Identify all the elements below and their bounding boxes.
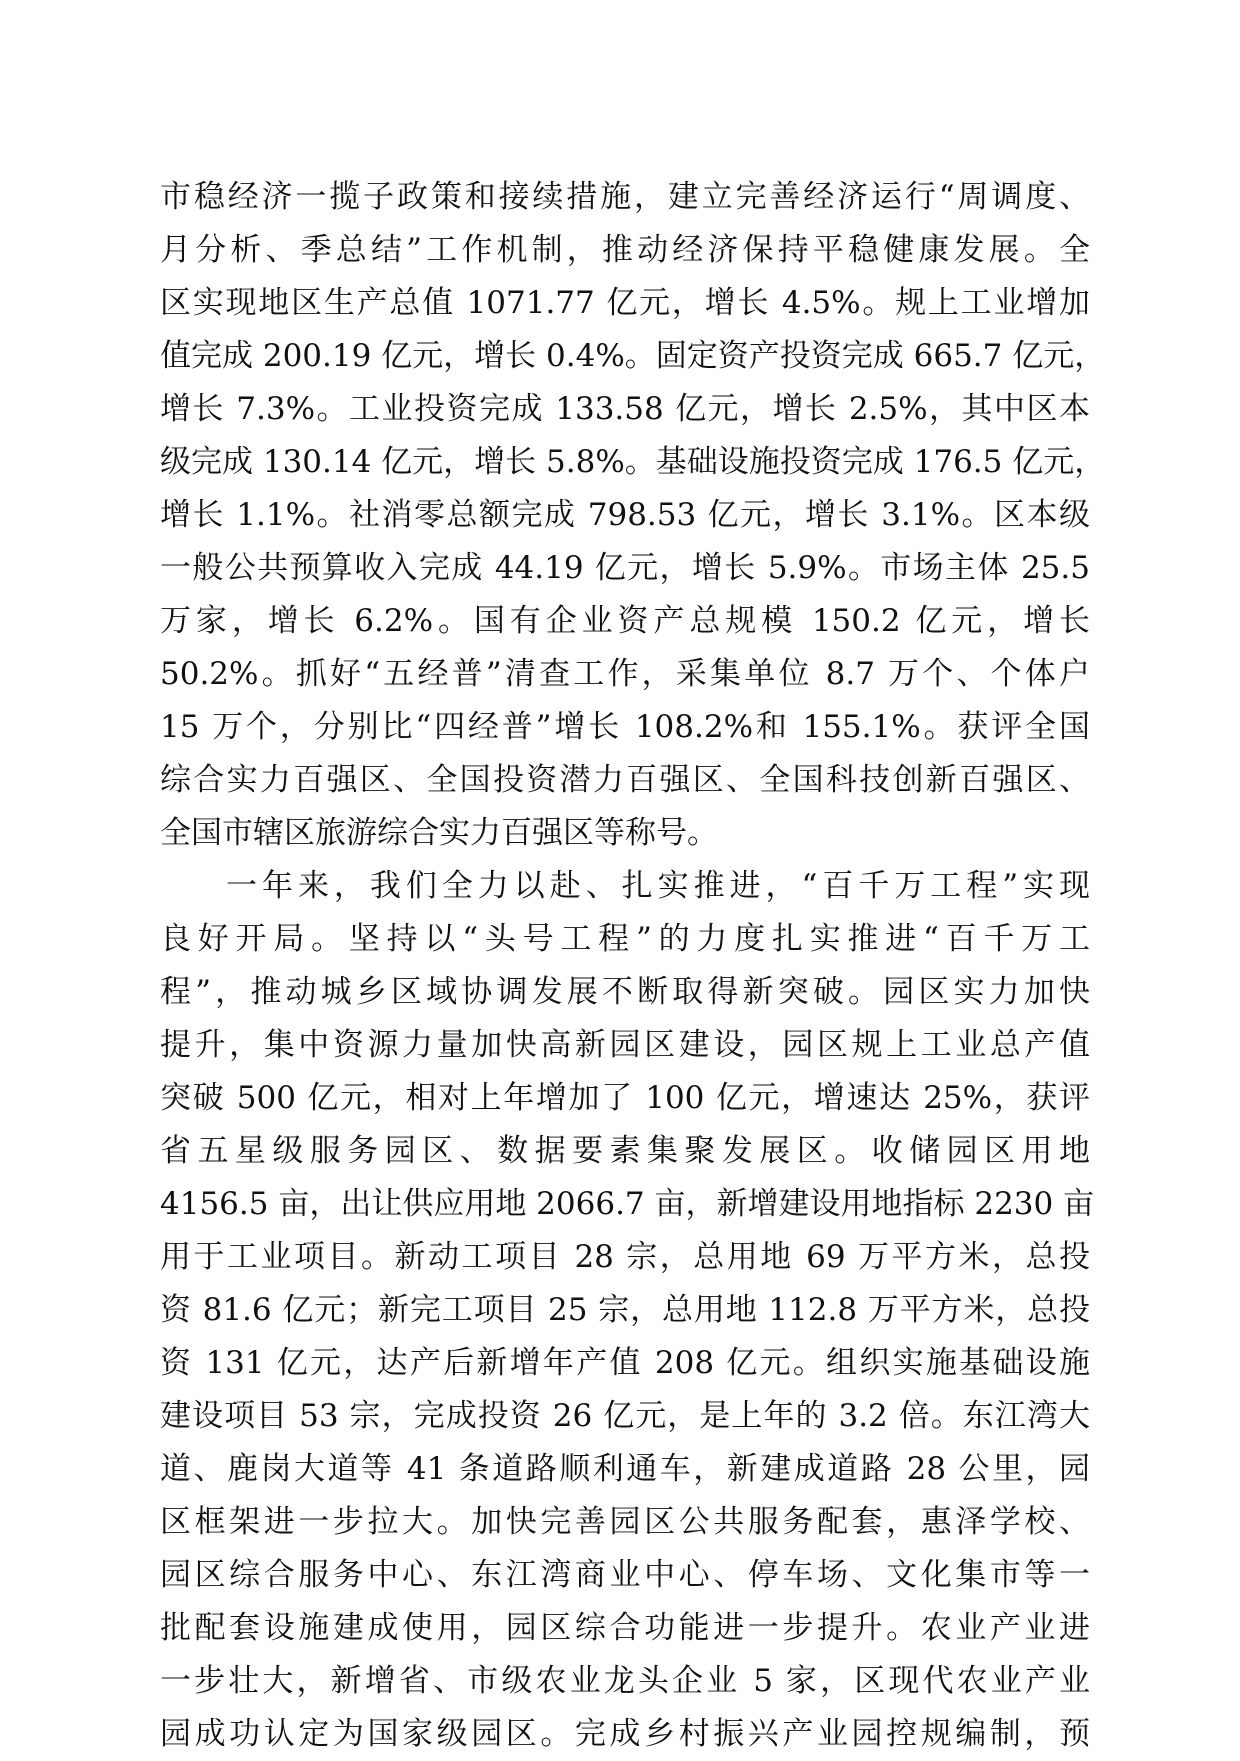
text-line: 50.2%。抓好“五经普”清查工作，采集单位 8.7 万个、个体户	[160, 656, 1090, 692]
text-line: 资 131 亿元，达产后新增年产值 208 亿元。组织实施基础设施	[160, 1345, 1090, 1381]
text-line: 建设项目 53 宗，完成投资 26 亿元，是上年的 3.2 倍。东江湾大	[160, 1398, 1090, 1434]
text-line: 用于工业项目。新动工项目 28 宗，总用地 69 万平方米，总投	[160, 1239, 1090, 1275]
text-line: 增长 1.1%。社消零总额完成 798.53 亿元，增长 3.1%。区本级	[160, 497, 1090, 533]
text-line: 园区综合服务中心、东江湾商业中心、停车场、文化集市等一	[160, 1557, 1090, 1593]
text-line: 15 万个，分别比“四经普”增长 108.2%和 155.1%。获评全国	[160, 709, 1090, 745]
text-line: 省五星级服务园区、数据要素集聚发展区。收储园区用地	[160, 1133, 1090, 1169]
text-line: 综合实力百强区、全国投资潜力百强区、全国科技创新百强区、	[160, 762, 1090, 798]
text-line: 4156.5 亩，出让供应用地 2066.7 亩，新增建设用地指标 2230 亩	[160, 1186, 1095, 1222]
paragraph-economy	[160, 171, 1106, 860]
text-line: 级完成 130.14 亿元，增长 5.8%。基础设施投资完成 176.5 亿元，	[160, 444, 1106, 480]
text-line: 一年来，我们全力以赴、扎实推进，“百千万工程”实现	[226, 868, 1090, 904]
text-line: 区框架进一步拉大。加快完善园区公共服务配套，惠泽学校、	[160, 1504, 1090, 1540]
text-line: 增长 7.3%。工业投资完成 133.58 亿元，增长 2.5%，其中区本	[160, 391, 1090, 427]
text-line: 万家，增长 6.2%。国有企业资产总规模 150.2 亿元，增长	[160, 603, 1090, 639]
text-line: 全国市辖区旅游综合实力百强区等称号。	[160, 815, 718, 851]
text-line: 批配套设施建成使用，园区综合功能进一步提升。农业产业进	[160, 1610, 1090, 1646]
document-page	[160, 171, 1106, 1761]
paragraph-project	[160, 860, 1095, 1761]
text-line: 提升，集中资源力量加快高新园区建设，园区规上工业总产值	[160, 1027, 1090, 1063]
text-line: 突破 500 亿元，相对上年增加了 100 亿元，增速达 25%，获评	[160, 1080, 1090, 1116]
text-line: 道、鹿岗大道等 41 条道路顺利通车，新建成道路 28 公里，园	[160, 1451, 1090, 1487]
text-line: 资 81.6 亿元；新完工项目 25 宗，总用地 112.8 万平方米，总投	[160, 1292, 1090, 1328]
text-line: 一步壮大，新增省、市级农业龙头企业 5 家，区现代农业产业	[160, 1663, 1090, 1699]
text-line: 程”，推动城乡区域协调发展不断取得新突破。园区实力加快	[160, 974, 1090, 1010]
text-line: 值完成 200.19 亿元，增长 0.4%。固定资产投资完成 665.7 亿元，	[160, 338, 1106, 374]
text-line: 区实现地区生产总值 1071.77 亿元，增长 4.5%。规上工业增加	[160, 285, 1090, 321]
text-line: 良好开局。坚持以“头号工程”的力度扎实推进“百千万工	[160, 921, 1090, 957]
text-line: 一般公共预算收入完成 44.19 亿元，增长 5.9%。市场主体 25.5	[160, 550, 1090, 586]
text-line: 市稳经济一揽子政策和接续措施，建立完善经济运行“周调度、	[160, 179, 1090, 215]
text-line: 园成功认定为国家级园区。完成乡村振兴产业园控规编制，预	[160, 1716, 1090, 1752]
text-line: 月分析、季总结”工作机制，推动经济保持平稳健康发展。全	[160, 232, 1090, 268]
